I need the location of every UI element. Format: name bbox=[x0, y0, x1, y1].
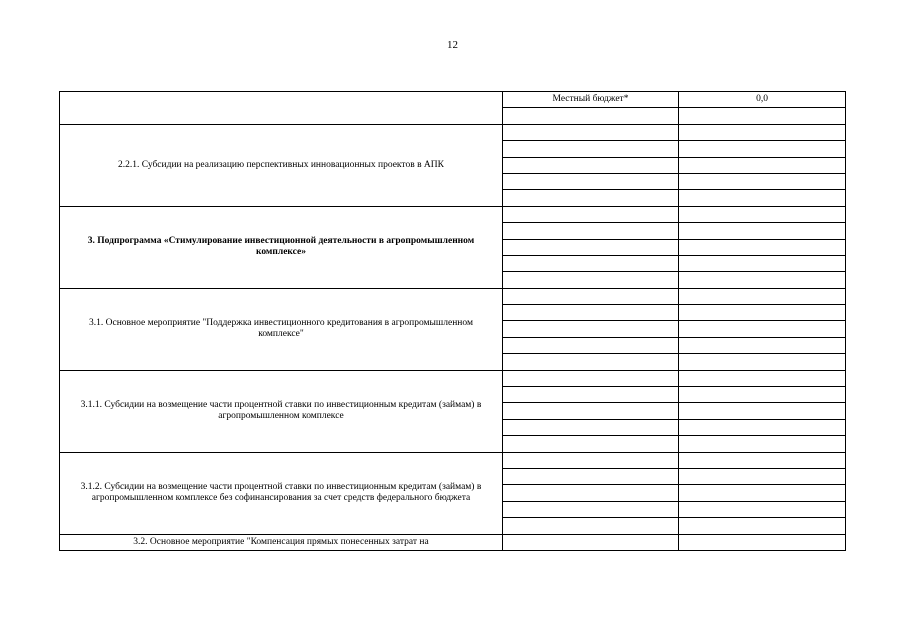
table-cell bbox=[679, 223, 846, 239]
table-row bbox=[60, 92, 846, 108]
table-cell bbox=[503, 255, 679, 271]
budget-table bbox=[59, 91, 846, 551]
table-cell bbox=[503, 452, 679, 468]
table-row bbox=[60, 288, 846, 304]
budget-source-cell: Местный бюджет* bbox=[503, 92, 679, 108]
subprogram-title: 3. Подпрограмма «Стимулирование инвестиционной деятельности в агропромышленном комплексе» bbox=[60, 206, 503, 288]
table-cell bbox=[679, 108, 846, 124]
table-cell bbox=[503, 534, 679, 550]
table-cell bbox=[679, 255, 846, 271]
section-description: 2.2.1. Субсидии на реализацию перспективных инновационных проектов в АПК bbox=[60, 124, 503, 206]
table-row bbox=[60, 452, 846, 468]
section-description: 3.1. Основное мероприятие "Поддержка инвестиционного кредитования в агропромышленном комплексе" bbox=[60, 288, 503, 370]
table-cell bbox=[679, 206, 846, 222]
table-cell bbox=[503, 206, 679, 222]
table-cell bbox=[503, 321, 679, 337]
table-cell bbox=[679, 452, 846, 468]
table-row bbox=[60, 370, 846, 386]
table-cell bbox=[503, 223, 679, 239]
table-cell bbox=[503, 403, 679, 419]
table-cell bbox=[679, 173, 846, 189]
table-cell bbox=[503, 141, 679, 157]
table-cell bbox=[503, 501, 679, 517]
table-cell bbox=[679, 321, 846, 337]
table-row bbox=[60, 124, 846, 140]
table-cell bbox=[503, 157, 679, 173]
table-cell bbox=[503, 468, 679, 484]
table-cell bbox=[503, 337, 679, 353]
table-cell bbox=[679, 239, 846, 255]
table-row bbox=[60, 534, 846, 550]
table-cell bbox=[679, 436, 846, 452]
table-cell bbox=[679, 272, 846, 288]
section-description: 3.2. Основное мероприятие "Компенсация прямых понесенных затрат на bbox=[60, 534, 503, 550]
table-cell bbox=[679, 485, 846, 501]
table-cell bbox=[679, 419, 846, 435]
table-cell bbox=[503, 108, 679, 124]
table-cell bbox=[503, 436, 679, 452]
table-cell bbox=[503, 370, 679, 386]
table-cell bbox=[679, 354, 846, 370]
table-cell bbox=[60, 92, 503, 125]
table-cell bbox=[503, 190, 679, 206]
budget-value-cell: 0,0 bbox=[679, 92, 846, 108]
table-cell bbox=[503, 272, 679, 288]
table-cell bbox=[679, 305, 846, 321]
table-cell bbox=[679, 337, 846, 353]
table-cell bbox=[503, 419, 679, 435]
table-cell bbox=[503, 173, 679, 189]
section-description: 3.1.1. Субсидии на возмещение части процентной ставки по инвестиционным кредитам (займам) в агропромышленном комплексе bbox=[60, 370, 503, 452]
table-cell bbox=[679, 370, 846, 386]
page-number: 12 bbox=[447, 39, 458, 51]
table-cell bbox=[679, 403, 846, 419]
table-cell bbox=[679, 190, 846, 206]
table-row bbox=[60, 206, 846, 222]
table-cell bbox=[503, 485, 679, 501]
table-cell bbox=[679, 534, 846, 550]
table-cell bbox=[679, 288, 846, 304]
table-cell bbox=[503, 354, 679, 370]
table-cell bbox=[679, 501, 846, 517]
table-cell bbox=[503, 124, 679, 140]
table-cell bbox=[503, 305, 679, 321]
table-cell bbox=[679, 468, 846, 484]
table-cell bbox=[679, 124, 846, 140]
table-cell bbox=[503, 518, 679, 534]
table-cell bbox=[679, 518, 846, 534]
table-cell bbox=[679, 141, 846, 157]
table-cell bbox=[503, 239, 679, 255]
table-cell bbox=[679, 387, 846, 403]
table-cell bbox=[679, 157, 846, 173]
table-cell bbox=[503, 288, 679, 304]
section-description: 3.1.2. Субсидии на возмещение части процентной ставки по инвестиционным кредитам (займам) в агропромышленном комплексе без софинансирования за счет средств федерального бюджета bbox=[60, 452, 503, 534]
table-cell bbox=[503, 387, 679, 403]
